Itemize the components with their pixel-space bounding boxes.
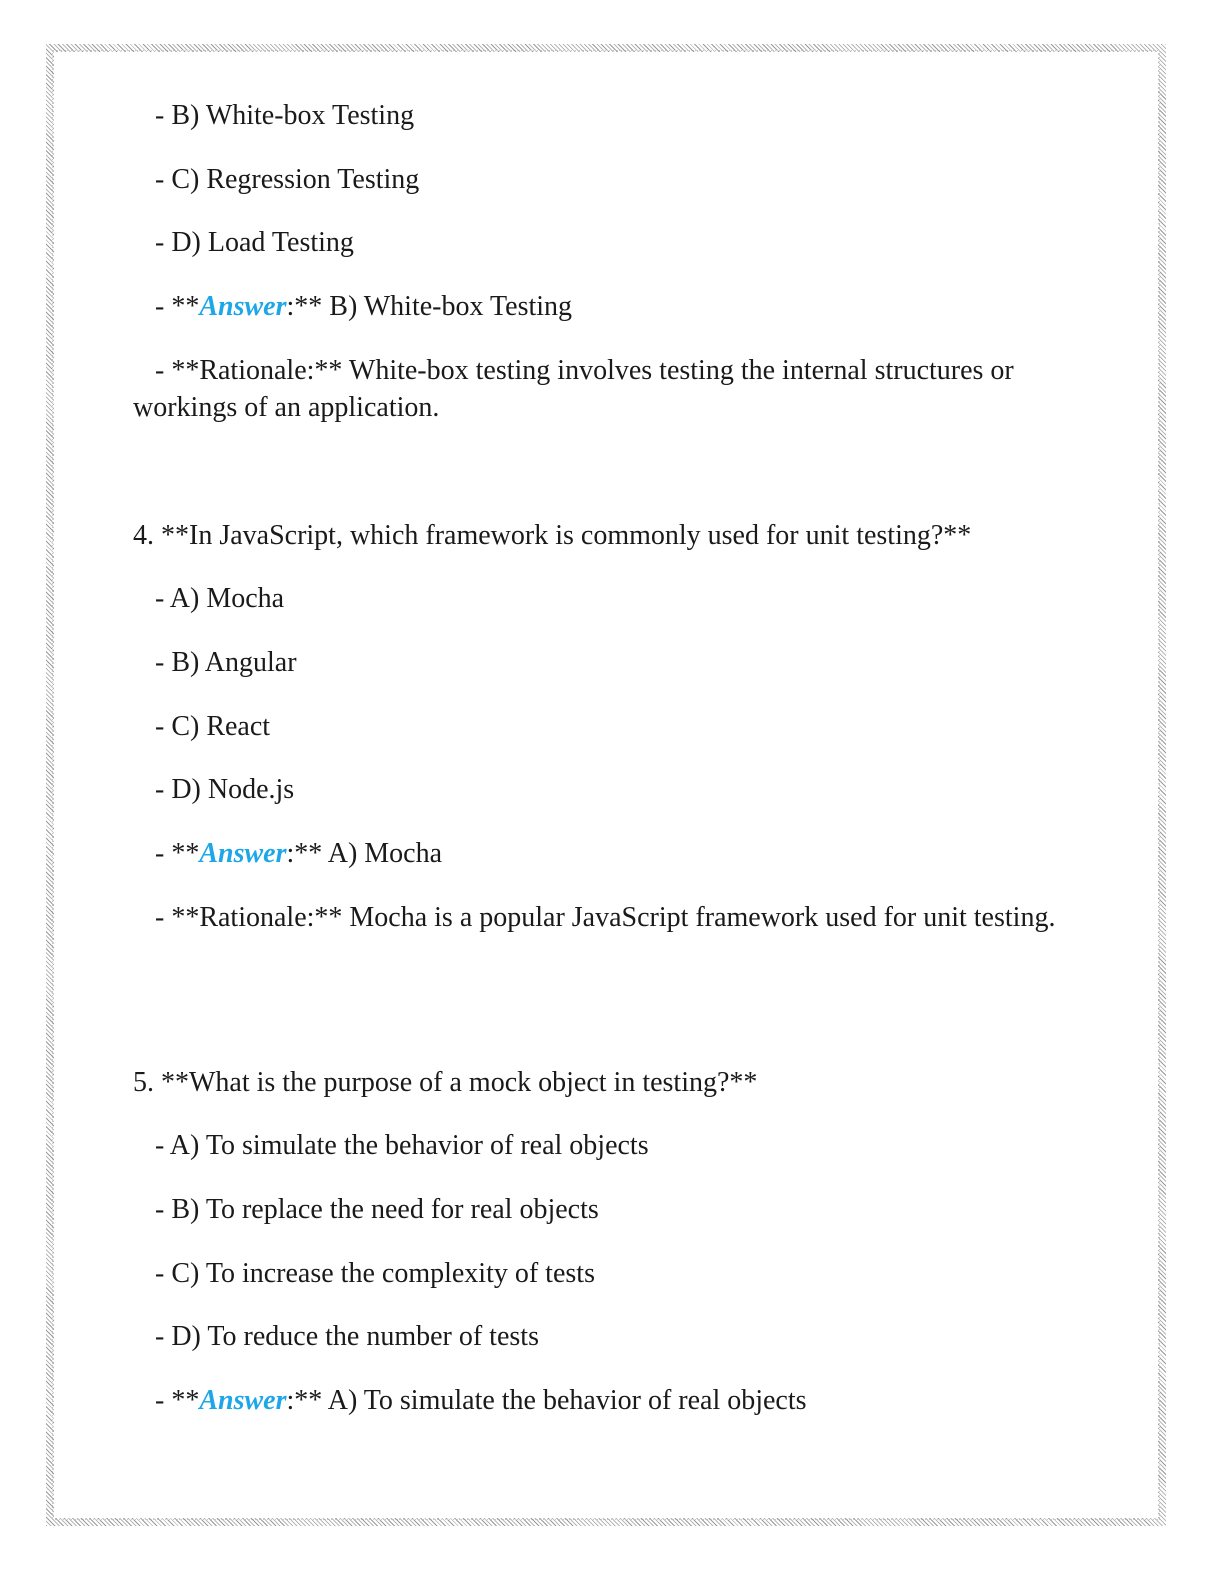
question-heading: 4. **In JavaScript, which framework is commonly used for unit testing?** — [133, 520, 972, 551]
answer-line — [133, 1382, 807, 1419]
option-line: - B) White-box Testing — [155, 100, 415, 131]
option-line: - C) To increase the complexity of tests — [155, 1258, 595, 1289]
option-line: - C) Regression Testing — [155, 164, 420, 195]
answer-label: Answer — [199, 291, 287, 322]
answer-label: Answer — [199, 1385, 287, 1416]
option-line: - D) Node.js — [155, 774, 295, 805]
option-line: - D) Load Testing — [155, 227, 354, 258]
option-line: - B) To replace the need for real objects — [155, 1194, 599, 1225]
answer-prefix: - ** — [155, 838, 200, 869]
answer-text: :** A) Mocha — [286, 838, 443, 869]
option-line: - B) Angular — [155, 647, 297, 678]
answer-prefix: - ** — [155, 291, 200, 322]
answer-line — [133, 835, 442, 872]
answer-text: :** B) White-box Testing — [286, 291, 573, 322]
answer-text: :** A) To simulate the behavior of real objects — [286, 1385, 807, 1416]
question-heading: 5. **What is the purpose of a mock object in testing?** — [133, 1067, 758, 1098]
option-line: - A) To simulate the behavior of real objects — [155, 1130, 649, 1161]
rationale-paragraph: - **Rationale:** Mocha is a popular JavaScript framework used for unit testing. — [155, 902, 1056, 933]
answer-label: Answer — [199, 838, 287, 869]
answer-line — [133, 288, 572, 325]
option-line: - D) To reduce the number of tests — [155, 1321, 539, 1352]
rationale-paragraph: - **Rationale:** White-box testing involves testing the internal structures or workings of an application. — [133, 355, 1014, 423]
option-line: - C) React — [155, 711, 271, 742]
answer-prefix: - ** — [155, 1385, 200, 1416]
option-line: - A) Mocha — [155, 583, 285, 614]
